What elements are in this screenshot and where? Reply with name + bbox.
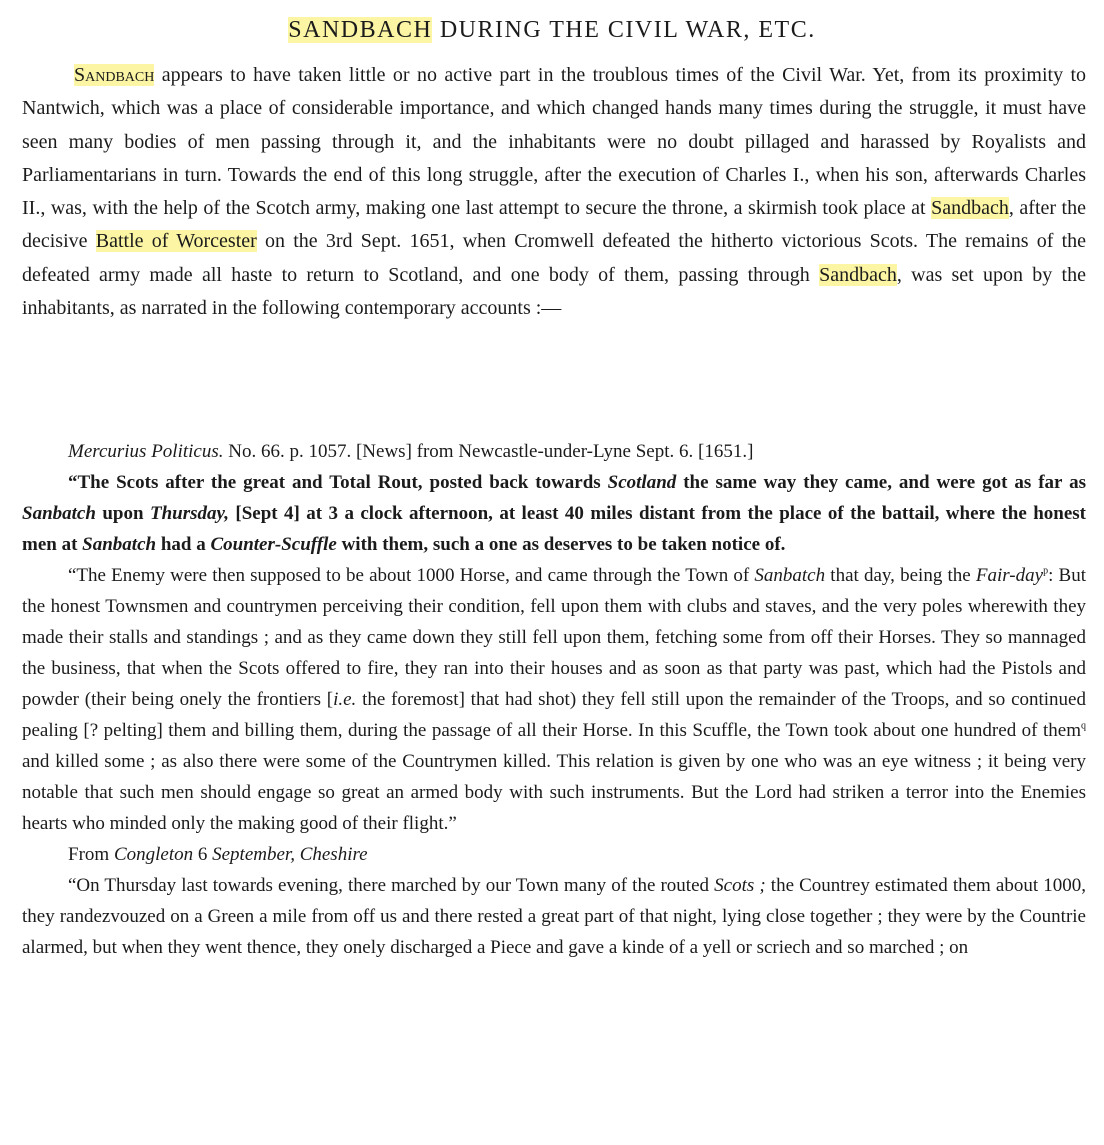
- quote-paragraph-1: [22, 467, 1086, 560]
- quotations-block: [22, 436, 1086, 963]
- citation-text: From: [68, 844, 114, 865]
- page-title: [0, 14, 1104, 46]
- footnote-marker: q: [1081, 720, 1086, 732]
- quote-text: upon: [95, 503, 150, 524]
- highlighted-battle-of-worcester: Battle of Worcester: [95, 230, 257, 253]
- intro-text: appears to have taken little or no active part in the troublous times of the Civil War. Yet, from its proximity to Nantwich, which was a place of considerable importance, and which changed hands many times during the struggle, it must have seen many bodies of men passing through it, and the inhabitants were no doubt pillaged and harassed by Royalists and Parliamentarians in turn. Towards the end of this long struggle, after the execution of Charles I., when his son, afterwards Charles II., was, with the help of the Scotch army, making one last attempt to secure the throne, a skirmish took place at: [22, 64, 1086, 220]
- quote-text: that day, being the: [825, 565, 976, 586]
- citation-date: September, Cheshire: [212, 844, 368, 865]
- quote-text: : But the honest Townsmen and countrymen perceiving their condition, fell upon them with clubs and staves, and the very poles wherewith they made their stalls and standings ; and as they came down they still fell upon them, fetching some from off their Horses. They so mannaged the business, that when the Scots offered to fire, they ran into their houses and as soon as that party was past, which had the Pistols and powder (their being onely the frontiers [: [22, 565, 1086, 710]
- quote-text: the foremost] that had shot) they fell still upon the remainder of the Troops, and so continued pealing [? pelting] them and billing them, during the passage of all their Horse. In this Scuffle, the Town took about one hundred of them: [22, 689, 1086, 741]
- quote-text: with them, such a one as deserves to be taken notice of.: [336, 534, 786, 555]
- quote-text: “The Scots after the great and Total Rout, posted back towards: [68, 472, 608, 493]
- intro-paragraph-block: [22, 59, 1086, 325]
- quote-italic: Scotland: [607, 472, 677, 493]
- quote-text: [Sept 4] at 3 a clock afternoon, at least 40 miles distant from the place of the battail, where the honest men at: [22, 503, 1086, 555]
- intro-paragraph: [22, 59, 1086, 325]
- quote-italic: Sanbatch: [754, 565, 826, 586]
- intro-text: on the 3rd Sept. 1651, when Cromwell defeated the hitherto victorious Scots. The remains of the defeated army made all haste to return to Scotland, and one body of them, passing through: [22, 230, 1087, 286]
- quote-text: “The Enemy were then supposed to be about 1000 Horse, and came through the Town of: [68, 565, 755, 586]
- highlighted-sandbach: Sandbach: [819, 263, 897, 286]
- highlighted-sandbach: SANDBACH: [288, 17, 433, 43]
- quote-italic: Sanbatch: [82, 534, 157, 555]
- quote-italic: Counter-Scuffle: [210, 534, 337, 555]
- citation-place: Congleton: [113, 844, 194, 865]
- highlighted-sandbach: Sandbach: [74, 64, 155, 86]
- quote-paragraph-3: [22, 870, 1086, 963]
- quote-text: had a: [156, 534, 211, 555]
- intro-text: , after the decisive: [22, 197, 1086, 253]
- quote-paragraph-2: [22, 560, 1086, 839]
- citation-text: 6: [193, 844, 213, 865]
- quote-italic: Fair-day: [975, 565, 1044, 586]
- quote-italic: Scots ;: [714, 875, 766, 896]
- quote-text: the same way they came, and were got as far as: [676, 472, 1086, 493]
- title-rest: DURING THE CIVIL WAR, ETC.: [432, 17, 816, 43]
- footnote-marker: p: [1043, 565, 1049, 577]
- citation-mercurius: [22, 436, 1086, 467]
- intro-text: , was set upon by the inhabitants, as narrated in the following contemporary accounts :—: [22, 263, 1086, 320]
- quote-text: and killed some ; as also there were some of the Countrymen killed. This relation is given by one who was an eye witness ; it being very notable that such men should engage so great an armed body with such instruments. But the Lord had striken a terror into the Enemies hearts who minded only the making good of their flight.”: [22, 751, 1086, 834]
- quote-italic: Thursday,: [149, 503, 229, 524]
- citation-source: Mercurius Politicus.: [68, 441, 224, 462]
- quote-text: the Countrey estimated them about 1000, they randezvouzed on a Green a mile from off us and there rested a great part of that night, lying close together ; they were by the Countrie alarmed, but when they went thence, they onely discharged a Piece and gave a kinde of a yell or scriech and so marched ; on: [22, 875, 1087, 958]
- quote-italic: Sanbatch: [22, 503, 96, 524]
- citation-congleton: [22, 839, 1086, 870]
- citation-text: No. 66. p. 1057. [News] from Newcastle-under-Lyne Sept. 6. [1651.]: [223, 441, 754, 462]
- quote-text: “On Thursday last towards evening, there marched by our Town many of the routed: [68, 875, 715, 896]
- quote-italic: i.e.: [333, 689, 357, 710]
- highlighted-sandbach: Sandbach: [931, 197, 1009, 220]
